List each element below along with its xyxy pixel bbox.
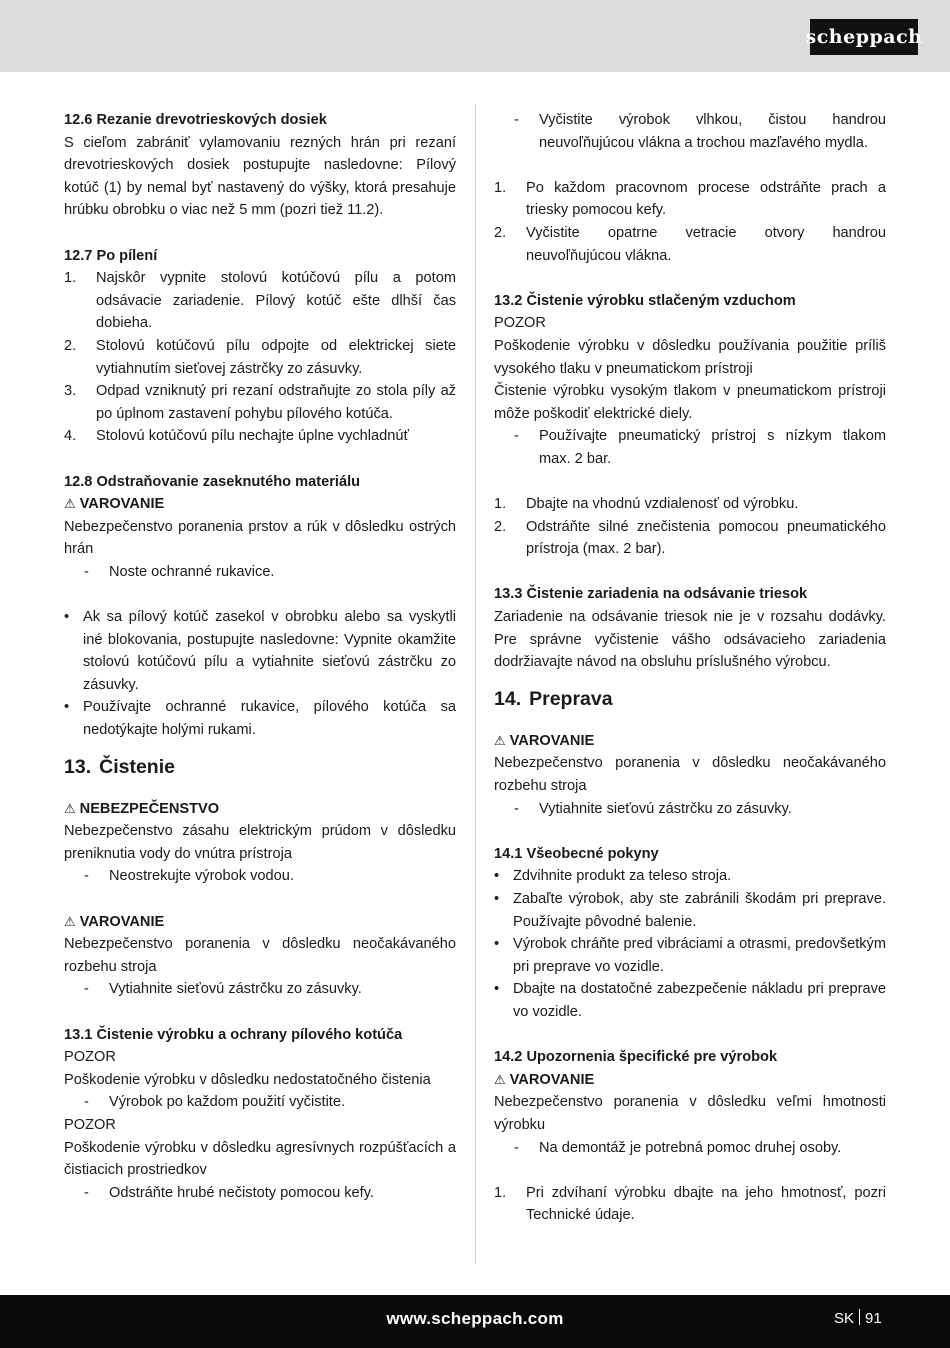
dash-item: - Výrobok po každom použití vyčistite. [84,1094,346,1111]
chapter-14-title: 14. Preprava [494,687,613,710]
header-bar [0,0,950,72]
list-item: 4. Stolovú kotúčovú pílu nechajte úplne vychladnúť [64,428,409,445]
warning-text: Nebezpečenstvo poranenia v dôsledku neočakávaného rozbehu stroja [494,755,886,795]
section-12-8-title: 12.8 Odstraňovanie zaseknutého materiálu [64,473,361,490]
warning-triangle-icon: ⚠ [494,732,506,748]
warning-text: Nebezpečenstvo poranenia v dôsledku neočakávaného rozbehu stroja [64,936,456,975]
list-item: 1. Dbajte na vhodnú vzdialenosť od výrobku. [494,496,799,513]
caution-text: Poškodenie výrobku v dôsledku nedostatočného čistenia [64,1071,431,1088]
warning-text: Nebezpečenstvo poranenia prstov a rúk v dôsledku ostrých hrán [64,518,456,558]
section-13-1-title: 13.1 Čistenie výrobku a ochrany pílového kotúča [64,1026,403,1043]
bullet-item: • Zdvihnite produkt za teleso stroja. [494,868,732,885]
caution-text: Poškodenie výrobku v dôsledku používania použitie príliš vysokého tlaku v pneumatickom prístroji [494,337,886,377]
list-item: 3. Odpad vzniknutý pri rezaní odstraňujte zo stola píly až po úplnom zastavení pohybu pílového kotúča. [64,383,456,422]
warning-triangle-icon: ⚠ [64,496,76,512]
section-14-1-title: 14.1 Všeobecné pokyny [494,845,659,862]
dash-item: - Noste ochranné rukavice. [84,563,275,580]
list-item: 1. Po každom pracovnom procese odstráňte prach a triesky pomocou kefy. [494,179,886,219]
footer-bar [0,1295,950,1348]
dash-item: - Vytiahnite sieťovú zástrčku zo zásuvky. [514,800,792,817]
bullet-item: • Ak sa pílový kotúč zasekol v obrobku alebo sa vyskytli iné blokovania, postupujte nasledovne: Vypnite okamžite stolovú kotúčovú pílu a vytiahnite sieťovú zástrčku zo zásuvky. [64,609,456,693]
scheppach-logo: scheppach [810,19,918,55]
list-item: 1. Pri zdvíhaní výrobku dbajte na jeho hmotnosť, pozri Technické údaje. [494,1184,886,1224]
dash-item: - Na demontáž je potrebná pomoc druhej osoby. [514,1139,842,1156]
dash-item: - Odstráňte hrubé nečistoty pomocou kefy. [84,1184,374,1201]
caution-text: Poškodenie výrobku v dôsledku agresívnych rozpúšťacích a čistiacich prostriedkov [64,1139,456,1179]
warning-triangle-icon: ⚠ [494,1071,506,1087]
list-item: 2. Stolovú kotúčovú pílu odpojte od elektrickej siete vytiahnutím sieťovej zástrčky zo zásuvky. [64,337,456,377]
section-12-6-text: S cieľom zabrániť vylamovaniu rezných hrán pri rezaní drevotrieskových dosiek postupujte nasledovne: Pílový kotúč (1) by nemal byť nastavený do výšky, ktorá presahuje hrúbku obrobku o viac než 5 mm (pozri tiež 11.2). [64,134,456,219]
caution-label: POZOR [64,1116,116,1133]
caution-label: POZOR [64,1049,116,1066]
section-12-8-bullets [64,606,456,742]
bullet-item: • Dbajte na dostatočné zabezpečenie nákladu pri preprave vo vozidle. [494,981,886,1020]
column-divider [475,104,476,1264]
bullet-item: • Výrobok chráňte pred vibráciami a otrasmi, predovšetkým pri preprave vo vozidle. [494,936,886,975]
list-item: 1. Najskôr vypnite stolovú kotúčovú pílu a potom odsávacie zariadenie. Pílový kotúč ešte dlhší čas dobieha. [64,270,456,332]
section-13-2-title: 13.2 Čistenie výrobku stlačeným vzduchom [494,292,796,309]
warning-text: Nebezpečenstvo poranenia v dôsledku veľmi hmotnosti výrobku [494,1094,886,1133]
warning-label: ⚠ VAROVANIE [494,730,886,753]
caution-text: Čistenie výrobku vysokým tlakom v pneumatickom prístroji môže poškodiť elektrické diely. [494,383,886,422]
bullet-item: • Zabaľte výrobok, aby ste zabránili škodám pri preprave. Používajte pôvodné balenie. [494,891,886,930]
footer-url[interactable]: www.scheppach.com [386,1309,564,1328]
section-14-2-title: 14.2 Upozornenia špecifické pre výrobok [494,1049,778,1066]
section-12-7-list [64,267,456,448]
warning-label: ⚠ VAROVANIE [64,911,456,934]
warning-triangle-icon: ⚠ [64,800,76,816]
dash-item: - Vytiahnite sieťovú zástrčku zo zásuvky. [84,981,362,998]
danger-text: Nebezpečenstvo zásahu elektrickým prúdom v dôsledku preniknutia vody do vnútra prístroja [64,823,456,862]
section-12-6-title: 12.6 Rezanie drevotrieskových dosiek [64,112,327,128]
list-item: 2. Vyčistite opatrne vetracie otvory handrou neuvoľňujúcou vlákna. [494,224,886,264]
dash-item: - Používajte pneumatický prístroj s nízkym tlakom max. 2 bar. [514,428,886,467]
caution-label: POZOR [494,315,546,332]
left-column [64,109,456,1204]
list-item: 2. Odstráňte silné znečistenia pomocou pneumatického prístroja (max. 2 bar). [494,518,886,558]
page-number: SK 91 [834,1310,882,1327]
chapter-13-title: 13. Čistenie [64,755,175,778]
bullet-item: • Používajte ochranné rukavice, pílového kotúča sa nedotýkajte holými rukami. [64,699,456,739]
section-13-3-text: Zariadenie na odsávanie triesok nie je v rozsahu dodávky. Pre správne vyčistenie vášho odsávacieho zariadenia dodržiavajte návod na obsluhu príslušného výrobcu. [494,609,886,671]
dash-item: - Vyčistite výrobok vlhkou, čistou handrou neuvoľňujúcou vlákna a trochou mazľavého mydla. [514,112,886,151]
danger-label: ⚠ NEBEZPEČENSTVO [64,798,456,821]
dash-item: - Neostrekujte výrobok vodou. [84,868,294,885]
right-column [494,109,886,1227]
section-13-3-title: 13.3 Čistenie zariadenia na odsávanie triesok [494,586,808,603]
section-12-7-title: 12.7 Po pílení [64,247,158,264]
warning-triangle-icon: ⚠ [64,913,76,929]
warning-label: ⚠ VAROVANIE [494,1069,886,1092]
warning-label: ⚠ VAROVANIE [64,493,456,516]
